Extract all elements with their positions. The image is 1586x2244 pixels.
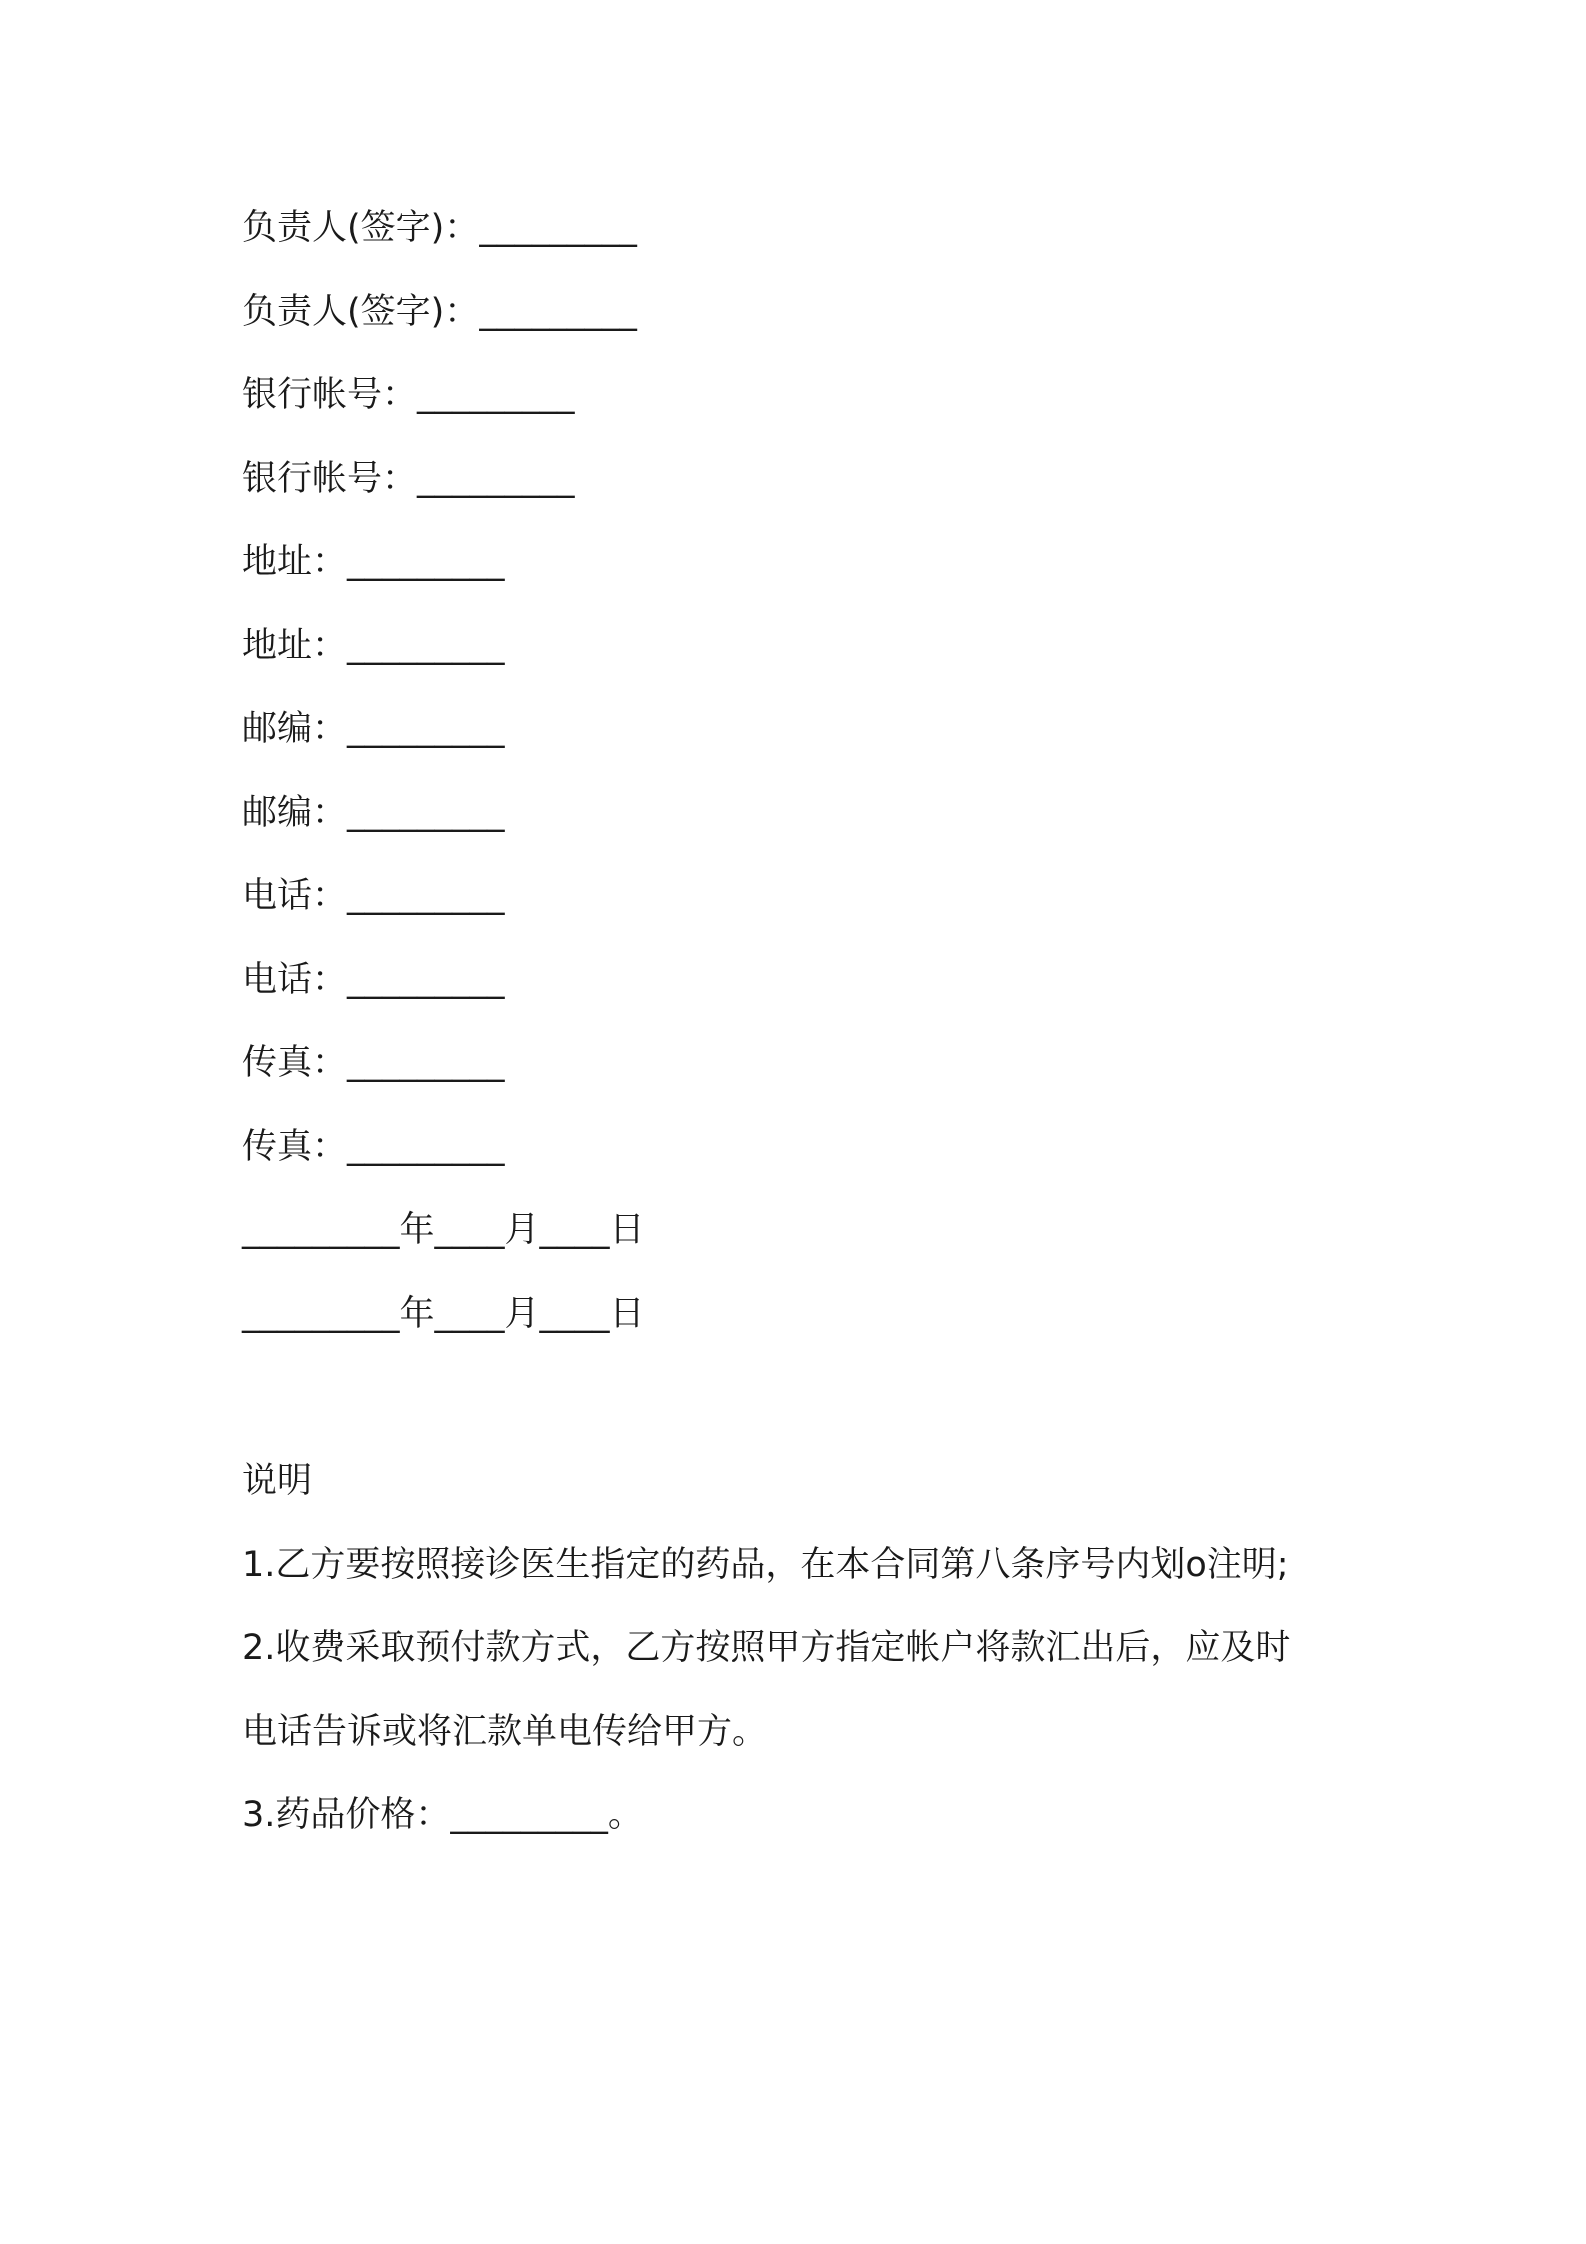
blank-line: _________ — [347, 793, 505, 833]
day-label: 日 — [609, 1210, 645, 1250]
postcode-line — [242, 707, 505, 751]
phone-line — [242, 874, 505, 918]
bank-account-line — [242, 457, 575, 501]
blank-line: _________ — [347, 1043, 505, 1083]
year-blank: _________ — [242, 1294, 400, 1334]
day-blank: ____ — [539, 1294, 610, 1334]
field-label: 地址： — [242, 626, 348, 666]
blank-line: _________ — [347, 876, 505, 916]
day-blank: ____ — [539, 1210, 610, 1250]
field-label: 电话： — [242, 960, 348, 1000]
bank-account-line — [242, 373, 575, 417]
note-item-2-continued: 电话告诉或将汇款单电传给甲方。 — [242, 1712, 768, 1752]
field-label: 银行帐号： — [242, 459, 418, 499]
date-line — [242, 1208, 645, 1252]
fax-line — [242, 1041, 505, 1085]
blank-line: _________ — [479, 292, 637, 332]
field-label: 银行帐号： — [242, 375, 418, 415]
year-blank: _________ — [242, 1210, 400, 1250]
day-label: 日 — [609, 1294, 645, 1334]
note-item-1: 1.乙方要按照接诊医生指定的药品，在本合同第八条序号内划o注明; — [242, 1545, 1289, 1585]
month-label: 月 — [504, 1294, 540, 1334]
field-label: 传真： — [242, 1127, 348, 1167]
month-blank: ____ — [434, 1210, 505, 1250]
month-label: 月 — [504, 1210, 540, 1250]
date-line — [242, 1292, 645, 1336]
field-label: 地址： — [242, 542, 348, 582]
field-label: 负责人(签字)： — [242, 208, 480, 248]
period: 。 — [607, 1795, 643, 1835]
blank-line: _________ — [417, 459, 575, 499]
month-blank: ____ — [434, 1294, 505, 1334]
blank-line: _________ — [347, 960, 505, 1000]
field-label: 负责人(签字)： — [242, 292, 480, 332]
blank-line: _________ — [347, 1127, 505, 1167]
note-item-2: 2.收费采取预付款方式，乙方按照甲方指定帐户将款汇出后，应及时 — [242, 1628, 1291, 1668]
blank-line: _________ — [347, 709, 505, 749]
signer-line — [242, 290, 637, 334]
signer-line — [242, 206, 637, 250]
field-label: 传真： — [242, 1043, 348, 1083]
address-line — [242, 540, 505, 584]
field-label: 邮编： — [242, 709, 348, 749]
year-label: 年 — [399, 1210, 435, 1250]
field-label: 电话： — [242, 876, 348, 916]
address-line — [242, 624, 505, 668]
postcode-line — [242, 791, 505, 835]
blank-line: _________ — [347, 542, 505, 582]
blank-line: _________ — [417, 375, 575, 415]
price-label: 3.药品价格： — [242, 1795, 451, 1835]
price-blank: _________ — [450, 1795, 608, 1835]
note-item-3 — [242, 1793, 643, 1837]
notes-heading: 说明 — [242, 1461, 313, 1501]
field-label: 邮编： — [242, 793, 348, 833]
phone-line — [242, 958, 505, 1002]
blank-line: _________ — [347, 626, 505, 666]
blank-line: _________ — [479, 208, 637, 248]
fax-line — [242, 1125, 505, 1169]
year-label: 年 — [399, 1294, 435, 1334]
